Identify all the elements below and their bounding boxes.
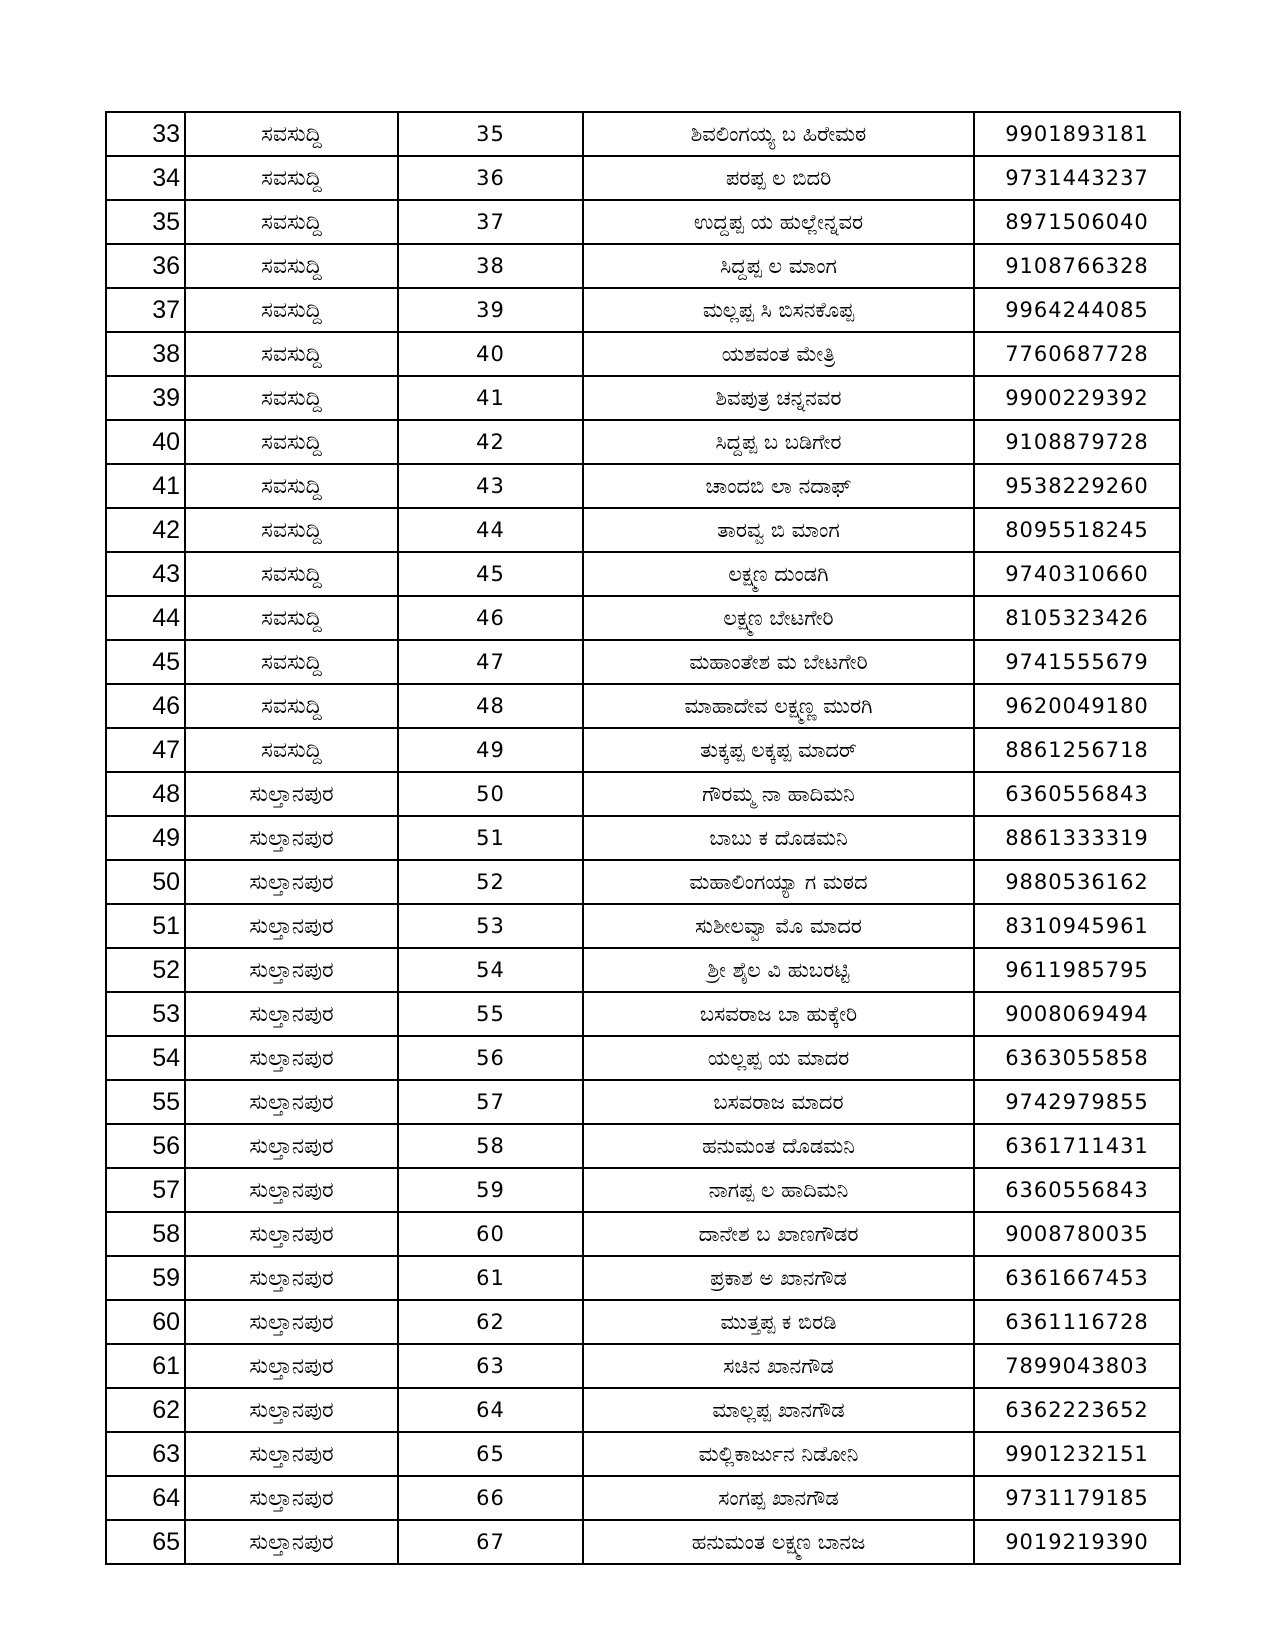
beneficiary-name-cell: ಮಹಾಂತೇಶ ಮ ಬೇಟಗೇರಿ bbox=[583, 640, 974, 684]
table-row bbox=[106, 684, 1180, 728]
serial-number-cell: 34 bbox=[106, 156, 185, 200]
serial-number-cell: 55 bbox=[106, 1080, 185, 1124]
beneficiary-number-cell: 37 bbox=[398, 200, 583, 244]
village-cell: ಸುಲ್ತಾನಪುರ bbox=[185, 992, 398, 1036]
phone-number-cell: 7899043803 bbox=[974, 1344, 1180, 1388]
beneficiary-name-cell: ಗೌರಮ್ಮ ನಾ ಹಾದಿಮನಿ bbox=[583, 772, 974, 816]
serial-number-cell: 51 bbox=[106, 904, 185, 948]
phone-number-cell: 9742979855 bbox=[974, 1080, 1180, 1124]
serial-number-cell: 59 bbox=[106, 1256, 185, 1300]
beneficiary-name-cell: ಸಂಗಪ್ಪ ಖಾನಗೌಡ bbox=[583, 1476, 974, 1520]
serial-number-cell: 50 bbox=[106, 860, 185, 904]
table-row bbox=[106, 728, 1180, 772]
village-cell: ಸುಲ್ತಾನಪುರ bbox=[185, 1256, 398, 1300]
phone-number-cell: 8861333319 bbox=[974, 816, 1180, 860]
serial-number-cell: 47 bbox=[106, 728, 185, 772]
phone-number-cell: 6361667453 bbox=[974, 1256, 1180, 1300]
beneficiary-number-cell: 43 bbox=[398, 464, 583, 508]
table-row bbox=[106, 1256, 1180, 1300]
phone-number-cell: 9620049180 bbox=[974, 684, 1180, 728]
phone-number-cell: 6363055858 bbox=[974, 1036, 1180, 1080]
village-cell: ಸವಸುದ್ದಿ bbox=[185, 640, 398, 684]
serial-number-cell: 48 bbox=[106, 772, 185, 816]
village-cell: ಸುಲ್ತಾನಪುರ bbox=[185, 1036, 398, 1080]
beneficiary-name-cell: ಲಕ್ಷ್ಮಣ ದುಂಡಗಿ bbox=[583, 552, 974, 596]
beneficiary-name-cell: ಹನುಮಂತ ಲಕ್ಷ್ಮಣ ಬಾನಜ bbox=[583, 1520, 974, 1564]
beneficiary-number-cell: 66 bbox=[398, 1476, 583, 1520]
beneficiary-number-cell: 63 bbox=[398, 1344, 583, 1388]
table-row bbox=[106, 1432, 1180, 1476]
table-row bbox=[106, 860, 1180, 904]
beneficiary-name-cell: ಬಸವರಾಜ ಮಾದರ bbox=[583, 1080, 974, 1124]
phone-number-cell: 9880536162 bbox=[974, 860, 1180, 904]
village-cell: ಸುಲ್ತಾನಪುರ bbox=[185, 1124, 398, 1168]
table-row bbox=[106, 1520, 1180, 1564]
table-row bbox=[106, 1124, 1180, 1168]
village-cell: ಸುಲ್ತಾನಪುರ bbox=[185, 1432, 398, 1476]
beneficiary-name-cell: ಉದ್ದಪ್ಪ ಯ ಹುಲ್ಲೇನ್ನವರ bbox=[583, 200, 974, 244]
serial-number-cell: 37 bbox=[106, 288, 185, 332]
table-row bbox=[106, 1036, 1180, 1080]
beneficiary-name-cell: ಯಲ್ಲಪ್ಪ ಯ ಮಾದರ bbox=[583, 1036, 974, 1080]
beneficiary-name-cell: ಸಿದ್ದಪ್ಪ ಲ ಮಾಂಗ bbox=[583, 244, 974, 288]
table-row bbox=[106, 332, 1180, 376]
serial-number-cell: 61 bbox=[106, 1344, 185, 1388]
serial-number-cell: 49 bbox=[106, 816, 185, 860]
village-cell: ಸುಲ್ತಾನಪುರ bbox=[185, 1476, 398, 1520]
table-row bbox=[106, 1300, 1180, 1344]
beneficiary-number-cell: 50 bbox=[398, 772, 583, 816]
phone-number-cell: 9741555679 bbox=[974, 640, 1180, 684]
beneficiary-name-cell: ಲಕ್ಷ್ಮಣ ಬೇಟಗೇರಿ bbox=[583, 596, 974, 640]
table-row bbox=[106, 156, 1180, 200]
serial-number-cell: 41 bbox=[106, 464, 185, 508]
village-cell: ಸುಲ್ತಾನಪುರ bbox=[185, 904, 398, 948]
phone-number-cell: 9900229392 bbox=[974, 376, 1180, 420]
phone-number-cell: 8310945961 bbox=[974, 904, 1180, 948]
table-row bbox=[106, 1080, 1180, 1124]
beneficiary-number-cell: 41 bbox=[398, 376, 583, 420]
village-cell: ಸವಸುದ್ದಿ bbox=[185, 684, 398, 728]
phone-number-cell: 9731179185 bbox=[974, 1476, 1180, 1520]
phone-number-cell: 6361711431 bbox=[974, 1124, 1180, 1168]
village-cell: ಸವಸುದ್ದಿ bbox=[185, 420, 398, 464]
serial-number-cell: 56 bbox=[106, 1124, 185, 1168]
beneficiary-name-cell: ಪ್ರಕಾಶ ಅ ಖಾನಗೌಡ bbox=[583, 1256, 974, 1300]
beneficiary-name-cell: ಮಾಲ್ಲಪ್ಪ ಖಾನಗೌಡ bbox=[583, 1388, 974, 1432]
beneficiary-name-cell: ಮುತ್ತಪ್ಪ ಕ ಬಿರಡಿ bbox=[583, 1300, 974, 1344]
beneficiary-number-cell: 39 bbox=[398, 288, 583, 332]
phone-number-cell: 8105323426 bbox=[974, 596, 1180, 640]
beneficiary-name-cell: ಸಚಿನ ಖಾನಗೌಡ bbox=[583, 1344, 974, 1388]
village-cell: ಸುಲ್ತಾನಪುರ bbox=[185, 948, 398, 992]
beneficiary-name-cell: ತಾರವ್ವ ಬಿ ಮಾಂಗ bbox=[583, 508, 974, 552]
table-row bbox=[106, 464, 1180, 508]
phone-number-cell: 7760687728 bbox=[974, 332, 1180, 376]
phone-number-cell: 9731443237 bbox=[974, 156, 1180, 200]
beneficiary-number-cell: 59 bbox=[398, 1168, 583, 1212]
beneficiary-number-cell: 40 bbox=[398, 332, 583, 376]
phone-number-cell: 8861256718 bbox=[974, 728, 1180, 772]
beneficiary-number-cell: 53 bbox=[398, 904, 583, 948]
serial-number-cell: 58 bbox=[106, 1212, 185, 1256]
beneficiary-table bbox=[105, 111, 1181, 1565]
beneficiary-number-cell: 36 bbox=[398, 156, 583, 200]
beneficiary-number-cell: 48 bbox=[398, 684, 583, 728]
phone-number-cell: 9008069494 bbox=[974, 992, 1180, 1036]
table-row bbox=[106, 1168, 1180, 1212]
beneficiary-number-cell: 49 bbox=[398, 728, 583, 772]
phone-number-cell: 9008780035 bbox=[974, 1212, 1180, 1256]
beneficiary-name-cell: ಸಿದ್ದಪ್ಪ ಬ ಬಡಿಗೇರ bbox=[583, 420, 974, 464]
phone-number-cell: 9108766328 bbox=[974, 244, 1180, 288]
beneficiary-name-cell: ಯಶವಂತ ಮೇತ್ರಿ bbox=[583, 332, 974, 376]
phone-number-cell: 6360556843 bbox=[974, 772, 1180, 816]
beneficiary-number-cell: 56 bbox=[398, 1036, 583, 1080]
village-cell: ಸವಸುದ್ದಿ bbox=[185, 112, 398, 156]
table-row bbox=[106, 640, 1180, 684]
beneficiary-name-cell: ಶಿವಲಿಂಗಯ್ಯ ಬ ಹಿರೇಮಠ bbox=[583, 112, 974, 156]
serial-number-cell: 46 bbox=[106, 684, 185, 728]
serial-number-cell: 63 bbox=[106, 1432, 185, 1476]
beneficiary-name-cell: ಮಲ್ಲಪ್ಪ ಸಿ ಬಿಸನಕೊಪ್ಪ bbox=[583, 288, 974, 332]
phone-number-cell: 9108879728 bbox=[974, 420, 1180, 464]
table-row bbox=[106, 200, 1180, 244]
serial-number-cell: 43 bbox=[106, 552, 185, 596]
beneficiary-name-cell: ಚಾಂದಬಿ ಲಾ ನದಾಫ್ bbox=[583, 464, 974, 508]
beneficiary-name-cell: ಮಲ್ಲಿಕಾರ್ಜುನ ನಿಡೋನಿ bbox=[583, 1432, 974, 1476]
village-cell: ಸುಲ್ತಾನಪುರ bbox=[185, 772, 398, 816]
village-cell: ಸುಲ್ತಾನಪುರ bbox=[185, 1300, 398, 1344]
table-row bbox=[106, 1212, 1180, 1256]
table-row bbox=[106, 1344, 1180, 1388]
table-row bbox=[106, 420, 1180, 464]
phone-number-cell: 6362223652 bbox=[974, 1388, 1180, 1432]
beneficiary-name-cell: ದಾನೇಶ ಬ ಖಾಣಗೌಡರ bbox=[583, 1212, 974, 1256]
table-row bbox=[106, 1388, 1180, 1432]
phone-number-cell: 6360556843 bbox=[974, 1168, 1180, 1212]
village-cell: ಸವಸುದ್ದಿ bbox=[185, 376, 398, 420]
serial-number-cell: 44 bbox=[106, 596, 185, 640]
village-cell: ಸವಸುದ್ದಿ bbox=[185, 200, 398, 244]
phone-number-cell: 8971506040 bbox=[974, 200, 1180, 244]
beneficiary-name-cell: ಬಸವರಾಜ ಬಾ ಹುಕ್ಕೇರಿ bbox=[583, 992, 974, 1036]
table-row bbox=[106, 376, 1180, 420]
serial-number-cell: 39 bbox=[106, 376, 185, 420]
beneficiary-number-cell: 55 bbox=[398, 992, 583, 1036]
village-cell: ಸವಸುದ್ದಿ bbox=[185, 288, 398, 332]
table-row bbox=[106, 596, 1180, 640]
village-cell: ಸವಸುದ್ದಿ bbox=[185, 728, 398, 772]
serial-number-cell: 54 bbox=[106, 1036, 185, 1080]
village-cell: ಸವಸುದ್ದಿ bbox=[185, 464, 398, 508]
table-row bbox=[106, 244, 1180, 288]
serial-number-cell: 35 bbox=[106, 200, 185, 244]
beneficiary-number-cell: 57 bbox=[398, 1080, 583, 1124]
beneficiary-number-cell: 61 bbox=[398, 1256, 583, 1300]
village-cell: ಸುಲ್ತಾನಪುರ bbox=[185, 1388, 398, 1432]
beneficiary-number-cell: 58 bbox=[398, 1124, 583, 1168]
village-cell: ಸುಲ್ತಾನಪುರ bbox=[185, 1168, 398, 1212]
beneficiary-name-cell: ಸುಶೀಲವ್ವಾ ಮೊ ಮಾದರ bbox=[583, 904, 974, 948]
beneficiary-name-cell: ಹನುಮಂತ ದೊಡಮನಿ bbox=[583, 1124, 974, 1168]
table-row bbox=[106, 904, 1180, 948]
beneficiary-number-cell: 67 bbox=[398, 1520, 583, 1564]
table-row bbox=[106, 992, 1180, 1036]
beneficiary-number-cell: 47 bbox=[398, 640, 583, 684]
village-cell: ಸುಲ್ತಾನಪುರ bbox=[185, 1520, 398, 1564]
village-cell: ಸವಸುದ್ದಿ bbox=[185, 332, 398, 376]
beneficiary-number-cell: 52 bbox=[398, 860, 583, 904]
village-cell: ಸವಸುದ್ದಿ bbox=[185, 596, 398, 640]
beneficiary-number-cell: 64 bbox=[398, 1388, 583, 1432]
phone-number-cell: 9740310660 bbox=[974, 552, 1180, 596]
beneficiary-name-cell: ಪರಪ್ಪ ಲ ಬಿದರಿ bbox=[583, 156, 974, 200]
beneficiary-number-cell: 60 bbox=[398, 1212, 583, 1256]
phone-number-cell: 9538229260 bbox=[974, 464, 1180, 508]
phone-number-cell: 9019219390 bbox=[974, 1520, 1180, 1564]
table-row bbox=[106, 288, 1180, 332]
beneficiary-number-cell: 38 bbox=[398, 244, 583, 288]
serial-number-cell: 33 bbox=[106, 112, 185, 156]
beneficiary-number-cell: 42 bbox=[398, 420, 583, 464]
phone-number-cell: 9964244085 bbox=[974, 288, 1180, 332]
phone-number-cell: 8095518245 bbox=[974, 508, 1180, 552]
village-cell: ಸುಲ್ತಾನಪುರ bbox=[185, 1212, 398, 1256]
village-cell: ಸುಲ್ತಾನಪುರ bbox=[185, 1344, 398, 1388]
beneficiary-number-cell: 46 bbox=[398, 596, 583, 640]
village-cell: ಸವಸುದ್ದಿ bbox=[185, 552, 398, 596]
beneficiary-name-cell: ಮಹಾಲಿಂಗಯ್ಯಾ ಗ ಮಠದ bbox=[583, 860, 974, 904]
village-cell: ಸುಲ್ತಾನಪುರ bbox=[185, 860, 398, 904]
village-cell: ಸುಲ್ತಾನಪುರ bbox=[185, 1080, 398, 1124]
beneficiary-name-cell: ಶ್ರೀ ಶೈಲ ವಿ ಹುಬರಟ್ಟಿ bbox=[583, 948, 974, 992]
table-row bbox=[106, 1476, 1180, 1520]
table-row bbox=[106, 948, 1180, 992]
beneficiary-name-cell: ಮಾಹಾದೇವ ಲಕ್ಷ್ಮಣ್ಣ ಮುರಗಿ bbox=[583, 684, 974, 728]
serial-number-cell: 64 bbox=[106, 1476, 185, 1520]
village-cell: ಸವಸುದ್ದಿ bbox=[185, 508, 398, 552]
beneficiary-number-cell: 51 bbox=[398, 816, 583, 860]
phone-number-cell: 9611985795 bbox=[974, 948, 1180, 992]
serial-number-cell: 62 bbox=[106, 1388, 185, 1432]
village-cell: ಸವಸುದ್ದಿ bbox=[185, 244, 398, 288]
beneficiary-name-cell: ನಾಗಪ್ಪ ಲ ಹಾದಿಮನಿ bbox=[583, 1168, 974, 1212]
beneficiary-name-cell: ಶಿವಪುತ್ರ ಚನ್ನನವರ bbox=[583, 376, 974, 420]
village-cell: ಸವಸುದ್ದಿ bbox=[185, 156, 398, 200]
beneficiary-number-cell: 62 bbox=[398, 1300, 583, 1344]
serial-number-cell: 53 bbox=[106, 992, 185, 1036]
phone-number-cell: 9901232151 bbox=[974, 1432, 1180, 1476]
beneficiary-number-cell: 35 bbox=[398, 112, 583, 156]
phone-number-cell: 6361116728 bbox=[974, 1300, 1180, 1344]
serial-number-cell: 40 bbox=[106, 420, 185, 464]
beneficiary-number-cell: 44 bbox=[398, 508, 583, 552]
phone-number-cell: 9901893181 bbox=[974, 112, 1180, 156]
serial-number-cell: 42 bbox=[106, 508, 185, 552]
beneficiary-number-cell: 65 bbox=[398, 1432, 583, 1476]
serial-number-cell: 45 bbox=[106, 640, 185, 684]
serial-number-cell: 38 bbox=[106, 332, 185, 376]
beneficiary-number-cell: 45 bbox=[398, 552, 583, 596]
serial-number-cell: 65 bbox=[106, 1520, 185, 1564]
table-row bbox=[106, 508, 1180, 552]
table-row bbox=[106, 816, 1180, 860]
beneficiary-number-cell: 54 bbox=[398, 948, 583, 992]
serial-number-cell: 60 bbox=[106, 1300, 185, 1344]
table-row bbox=[106, 772, 1180, 816]
table-row bbox=[106, 552, 1180, 596]
serial-number-cell: 52 bbox=[106, 948, 185, 992]
beneficiary-name-cell: ಬಾಬು ಕ ದೊಡಮನಿ bbox=[583, 816, 974, 860]
serial-number-cell: 57 bbox=[106, 1168, 185, 1212]
beneficiary-name-cell: ತುಕ್ಕಪ್ಪ ಲಕ್ಕಪ್ಪ ಮಾದರ್ bbox=[583, 728, 974, 772]
table-body bbox=[106, 112, 1180, 1564]
table-row bbox=[106, 112, 1180, 156]
village-cell: ಸುಲ್ತಾನಪುರ bbox=[185, 816, 398, 860]
serial-number-cell: 36 bbox=[106, 244, 185, 288]
